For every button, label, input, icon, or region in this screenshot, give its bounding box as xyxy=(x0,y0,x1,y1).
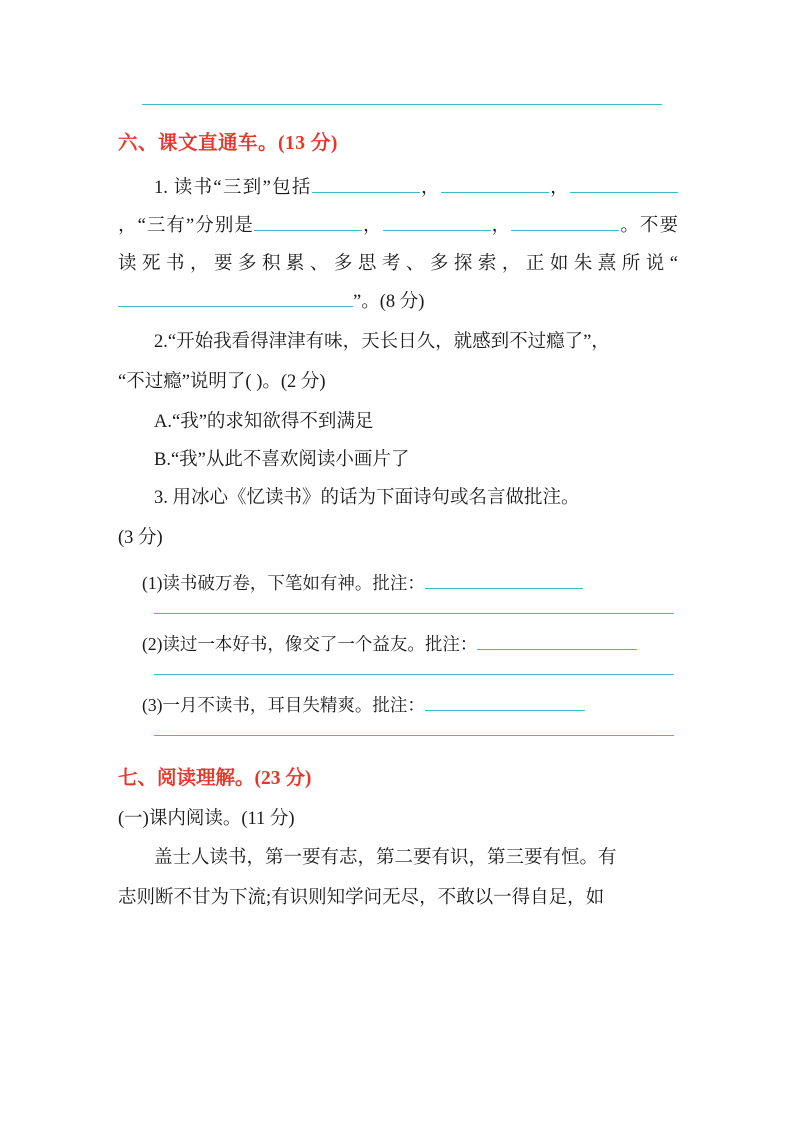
question-2-line-2: “不过瘾”说明了( )。(2 分) xyxy=(118,372,326,392)
q1-tail-1: 。不要读死书，要多积累、多思考、多探索，正 xyxy=(118,216,678,274)
reading-paragraph-line-2: 志则断不甘为下流;有识则知学问无尽，不敢以一得自足，如 xyxy=(118,888,605,908)
q1-tail-2: 如朱熹所说“ xyxy=(549,254,678,274)
question-3-item-1-text: (1)读书破万卷，下笔如有神。批注： xyxy=(142,573,425,593)
spacer xyxy=(118,748,678,762)
answer-blank[interactable] xyxy=(570,172,678,193)
section-heading-six: 六、课文直通车。(13 分) xyxy=(118,133,338,154)
answer-blank[interactable] xyxy=(441,172,549,193)
answer-blank[interactable] xyxy=(425,691,585,711)
document-content xyxy=(118,104,678,918)
answer-line[interactable] xyxy=(154,613,674,614)
answer-blank[interactable] xyxy=(511,210,619,231)
answer-line[interactable] xyxy=(154,674,674,675)
question-3-item-1 xyxy=(118,565,678,601)
question-3-line-1: 3. 用冰心《忆读书》的话为下面诗句或名言做批注。 xyxy=(154,488,580,508)
q1-sep-1: ， xyxy=(419,178,441,198)
answer-blank[interactable] xyxy=(312,172,420,193)
question-2-option-a[interactable]: A.“我”的求知欲得不到满足 xyxy=(154,412,374,432)
q1-sep-4: ， xyxy=(361,216,383,236)
answer-line[interactable] xyxy=(154,735,674,736)
answer-blank[interactable] xyxy=(477,630,637,650)
answer-blank[interactable] xyxy=(383,210,491,231)
section-heading-seven: 七、阅读理解。(23 分) xyxy=(118,768,312,789)
question-3-item-3-text: (3)一月不读书，耳目失精爽。批注： xyxy=(142,695,425,715)
question-2-line-1: 2.“开始我看得津津有味，天长日久，就感到不过瘾了”， xyxy=(154,332,610,352)
question-3-item-2-text: (2)读过一本好书，像交了一个益友。批注： xyxy=(142,634,478,654)
q1-sep-3: ，“三有”分别是 xyxy=(118,216,254,236)
question-1-lead: 1. 读书“三到”包括 xyxy=(154,178,312,198)
reading-paragraph-line-1: 盖士人读书，第一要有志，第二要有识，第三要有恒。有 xyxy=(154,848,617,868)
question-3-points: (3 分) xyxy=(118,528,163,548)
top-divider-line xyxy=(142,104,662,105)
question-3-item-2 xyxy=(118,626,678,662)
q1-sep-2: ， xyxy=(548,178,570,198)
section-seven-subheading: (一)课内阅读。(11 分) xyxy=(118,809,295,829)
q1-sep-5: ， xyxy=(490,216,512,236)
q1-tail-3: ”。(8 分) xyxy=(353,292,425,312)
answer-blank[interactable] xyxy=(118,286,353,307)
answer-blank[interactable] xyxy=(425,569,583,589)
question-3-item-3 xyxy=(118,687,678,723)
question-2-option-b[interactable]: B.“我”从此不喜欢阅读小画片了 xyxy=(154,450,410,470)
question-1 xyxy=(118,169,678,321)
answer-blank[interactable] xyxy=(254,210,362,231)
